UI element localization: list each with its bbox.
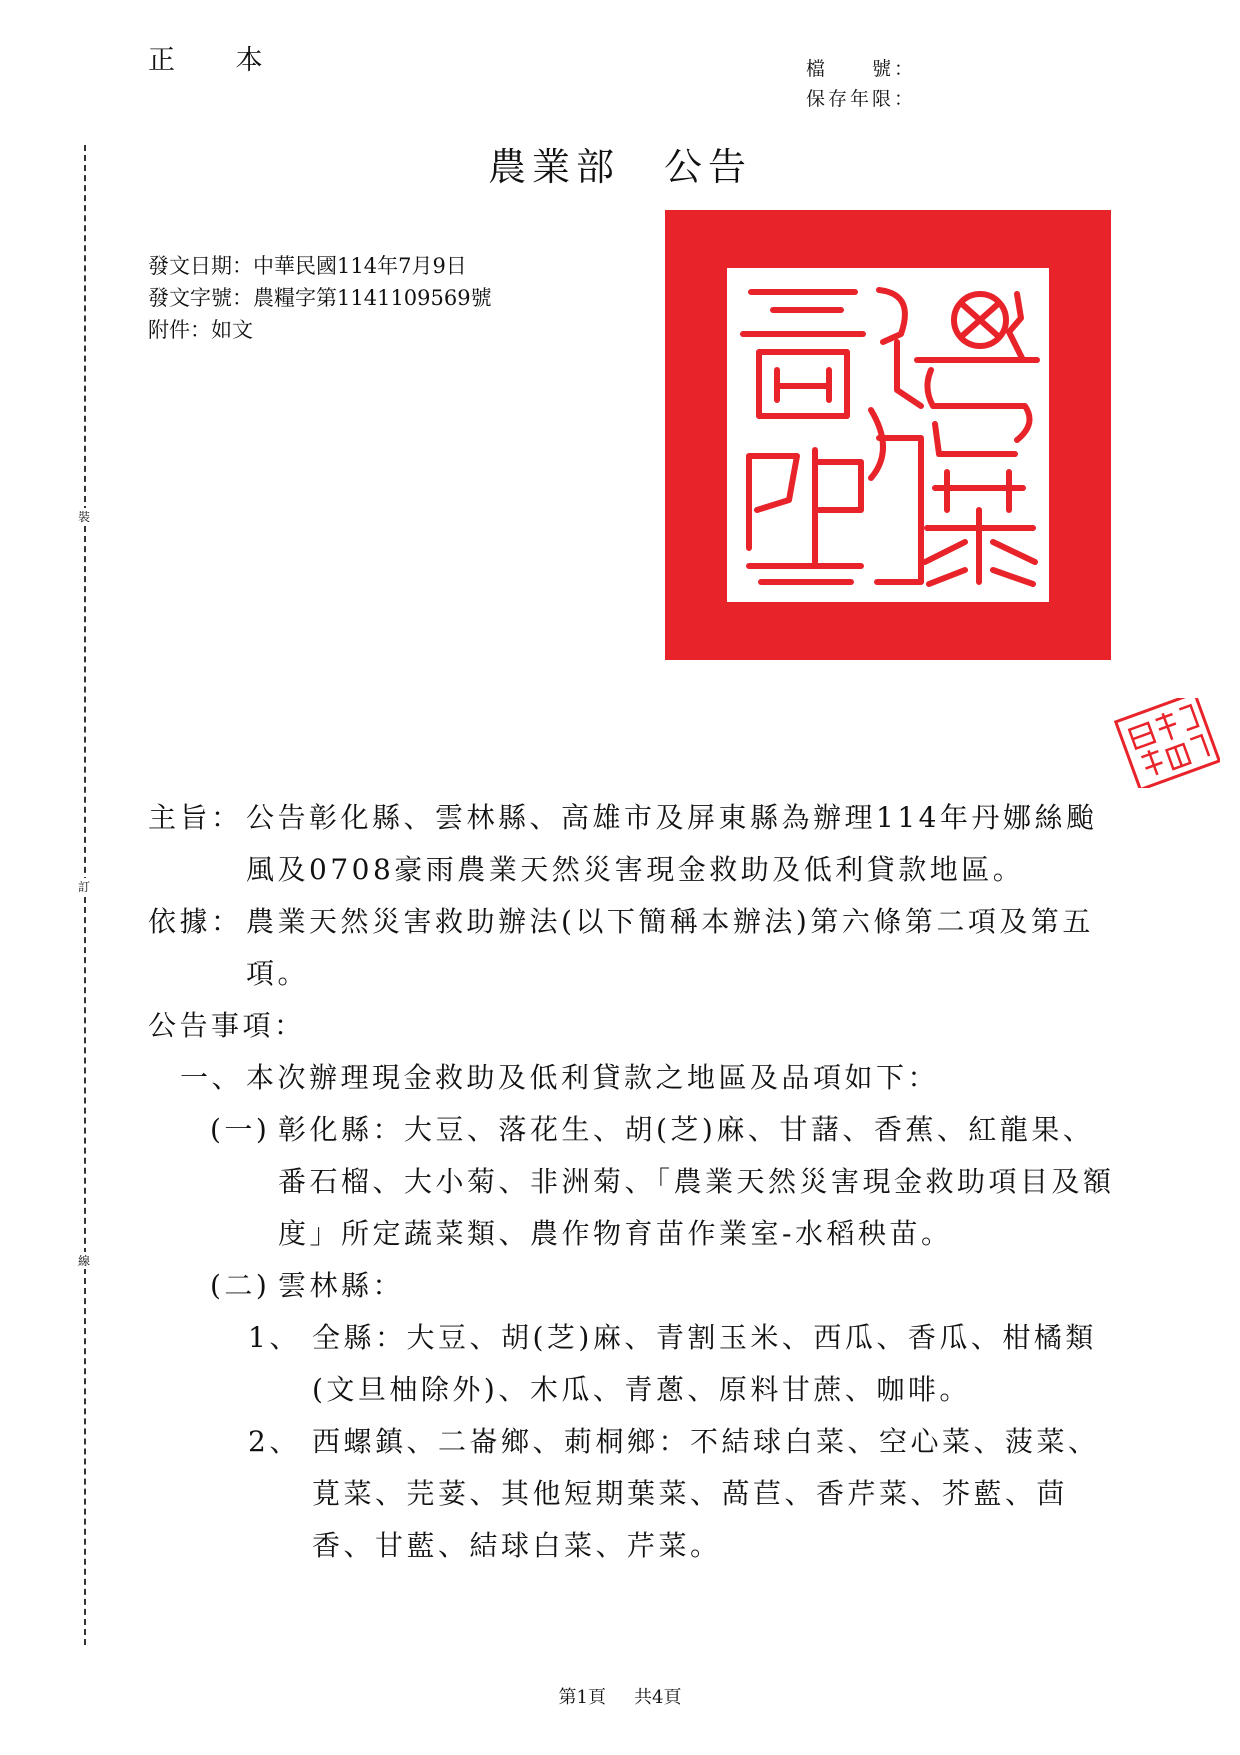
sub-item-1-text: 彰化縣：大豆、落花生、胡(芝)麻、甘藷、香蕉、紅龍果、番石榴、大小菊、非洲菊、「農業天然災害現金救助項目及額度」所定蔬菜類、農作物育苗作業室-水稻秧苗。: [278, 1113, 1115, 1250]
retention-period-label: 保存年限：: [806, 88, 917, 110]
sub-item-2-2-text: 西螺鎮、二崙鄉、莿桐鄉：不結球白菜、空心菜、菠菜、莧菜、芫荽、其他短期葉菜、萵苣、香芹菜、芥藍、茴香、甘藍、結球白菜、芹菜。: [312, 1425, 1100, 1562]
file-number-label: 檔 號：: [806, 58, 917, 80]
original-copy-mark: 正 本: [148, 45, 289, 76]
official-seal-large: [665, 210, 1111, 660]
announcement-body: [148, 792, 1118, 1572]
sub-item-2-label: (二): [210, 1269, 271, 1302]
basis-text: 農業天然災害救助辦法(以下簡稱本辦法)第六條第二項及第五項。: [246, 905, 1094, 990]
attachment-note: 附件：如文: [148, 318, 253, 342]
sub-item-1-label: (一): [210, 1113, 271, 1146]
basis-paragraph: [148, 896, 1118, 1000]
item-1-text: 本次辦理現金救助及低利貸款之地區及品項如下：: [246, 1061, 940, 1094]
sub-item-2-2-label: 2、: [248, 1425, 301, 1458]
sub-item-2: [148, 1260, 1118, 1312]
page-footer: [0, 1683, 1240, 1709]
subject-paragraph: [148, 792, 1118, 896]
sub-item-2-text: 雲林縣：: [278, 1269, 405, 1302]
sub-item-2-1: [148, 1312, 1118, 1416]
sub-item-2-1-text: 全縣：大豆、胡(芝)麻、青割玉米、西瓜、香瓜、柑橘類(文旦柚除外)、木瓜、青蔥、原料甘蔗、咖啡。: [312, 1321, 1097, 1406]
subject-label: 主旨：: [148, 801, 243, 834]
binding-dashed-line: [84, 145, 86, 1645]
announcement-items-heading: 公告事項：: [148, 1009, 306, 1042]
agency-name: 農業部: [487, 145, 620, 189]
issue-number: 發文字號：農糧字第1141109569號: [148, 286, 492, 310]
basis-label: 依據：: [148, 905, 243, 938]
document-title: [0, 136, 1240, 191]
sub-item-1: [148, 1104, 1118, 1260]
binding-char-xian: 線: [74, 1252, 94, 1269]
binding-char-ding: 訂: [74, 878, 94, 895]
item-1: [148, 1052, 1118, 1104]
page-total: 共4頁: [634, 1687, 682, 1708]
official-seal-small: [1112, 698, 1220, 788]
subject-text: 公告彰化縣、雲林縣、高雄市及屏東縣為辦理114年丹娜絲颱風及0708豪雨農業天然災害現金救助及低利貸款地區。: [246, 801, 1098, 886]
issue-info: [148, 250, 492, 346]
issue-date: 發文日期：中華民國114年7月9日: [148, 254, 467, 278]
sub-item-2-1-label: 1、: [248, 1321, 301, 1354]
page-number: 第1頁: [558, 1687, 606, 1708]
binding-char-zhuang: 裝: [74, 508, 94, 525]
file-meta: [806, 54, 916, 114]
item-1-label: 一、: [180, 1061, 244, 1094]
sub-item-2-2: [148, 1416, 1118, 1572]
document-type: 公告: [664, 145, 753, 189]
